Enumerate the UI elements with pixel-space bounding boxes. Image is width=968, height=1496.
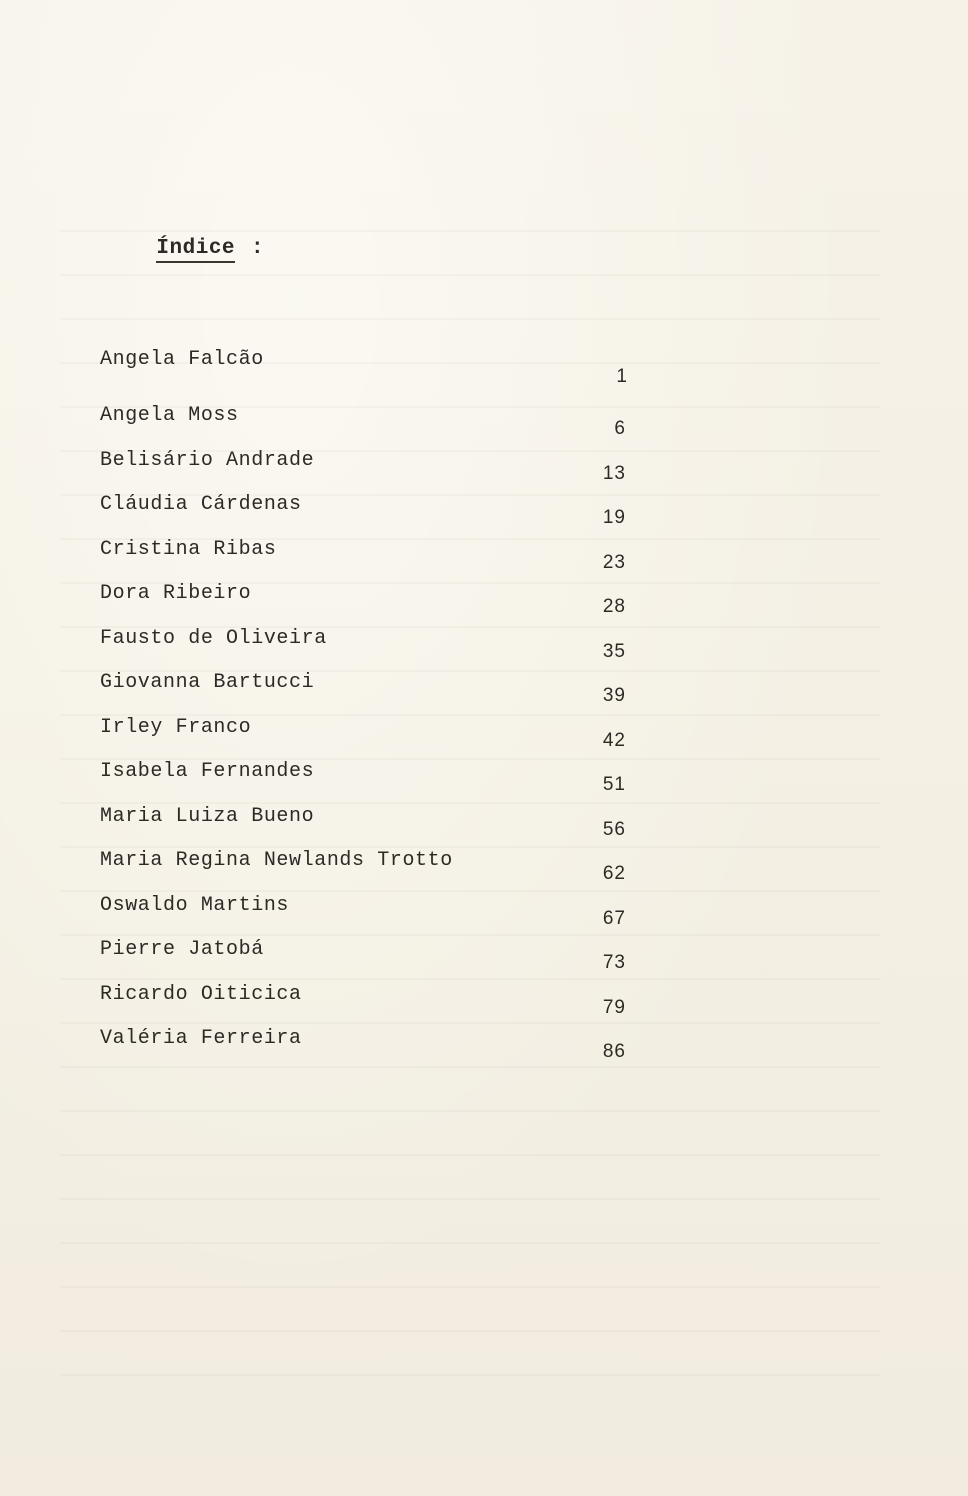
toc-entry	[100, 760, 640, 805]
toc-entry-page-number: 28	[602, 596, 626, 617]
toc-entry-name: Fausto de Oliveira	[100, 626, 327, 650]
toc-entry	[100, 404, 640, 449]
toc-entry	[100, 983, 640, 1028]
toc-entry-name: Giovanna Bartucci	[100, 671, 315, 694]
toc-entry	[100, 538, 640, 583]
toc-entry-name: Valéria Ferreira	[100, 1027, 302, 1050]
toc-entry-page-number: 56	[602, 818, 626, 840]
toc-entry-page-number: 35	[602, 640, 626, 662]
toc-entry-page-number: 19	[602, 507, 626, 528]
toc-entry	[100, 894, 640, 939]
toc-entry	[100, 1027, 640, 1072]
toc-entry-name: Oswaldo Martins	[100, 893, 290, 917]
toc-entry	[100, 671, 640, 716]
table-of-contents	[100, 348, 640, 1072]
toc-entry-name: Maria Luiza Bueno	[100, 804, 315, 828]
toc-entry-page-number: 39	[602, 685, 626, 706]
toc-entry-name: Pierre Jatobá	[100, 938, 264, 961]
toc-entry-page-number: 86	[602, 1041, 626, 1062]
toc-entry-page-number: 23	[602, 551, 626, 573]
toc-entry-name: Angela Moss	[100, 404, 239, 427]
toc-entry	[100, 627, 640, 672]
toc-entry-page-number: 13	[602, 462, 626, 484]
toc-entry-name: Cláudia Cárdenas	[100, 493, 302, 516]
index-title-colon: :	[251, 237, 265, 260]
toc-entry	[100, 348, 640, 404]
toc-entry-page-number: 42	[602, 729, 626, 751]
toc-entry-page-number: 79	[602, 996, 626, 1018]
toc-entry-name: Angela Falcão	[100, 348, 264, 371]
toc-entry	[100, 582, 640, 627]
toc-entry	[100, 938, 640, 983]
toc-entry-page-number: 62	[602, 863, 626, 884]
toc-entry-page-number: 6	[614, 418, 626, 439]
toc-entry	[100, 716, 640, 761]
toc-entry-name: Irley Franco	[100, 715, 252, 739]
toc-entry-name: Belisário Andrade	[100, 448, 315, 472]
toc-entry-name: Ricardo Oiticica	[100, 982, 302, 1006]
toc-entry-name: Cristina Ribas	[100, 537, 277, 561]
toc-entry-name: Dora Ribeiro	[100, 582, 252, 605]
toc-entry-page-number: 1	[616, 366, 628, 387]
toc-entry-name: Isabela Fernandes	[100, 760, 315, 783]
toc-entry-name: Maria Regina Newlands Trotto	[100, 849, 453, 872]
toc-entry	[100, 849, 640, 894]
toc-entry-page-number: 73	[602, 952, 626, 973]
index-title: Índice	[156, 237, 235, 263]
toc-entry-page-number: 51	[602, 774, 626, 795]
toc-entry-page-number: 67	[602, 907, 626, 929]
index-heading	[104, 214, 264, 283]
toc-entry	[100, 449, 640, 494]
toc-entry	[100, 805, 640, 850]
toc-entry	[100, 493, 640, 538]
